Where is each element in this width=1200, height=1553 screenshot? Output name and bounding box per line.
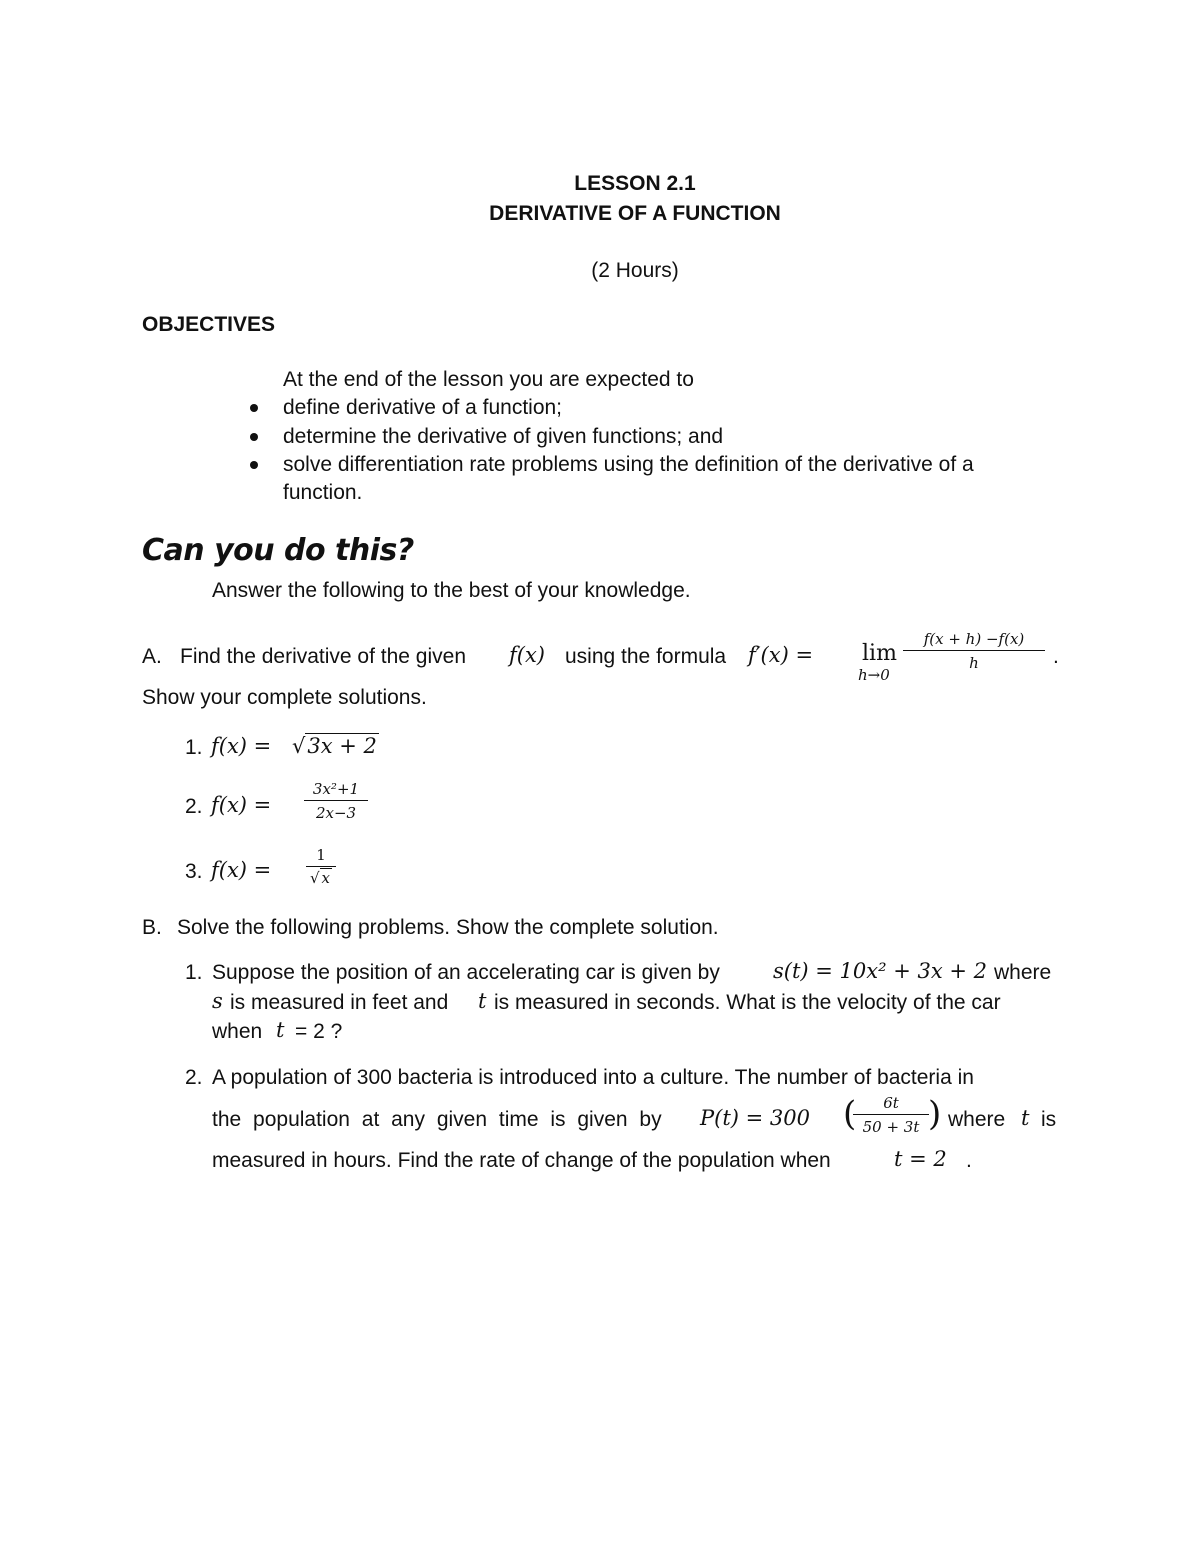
bullet-icon (250, 404, 258, 412)
part-b-text: Solve the following problems. Show the complete solution. (177, 916, 719, 939)
b2-left-paren: ( (843, 1094, 857, 1134)
lesson-title: DERIVATIVE OF A FUNCTION (489, 202, 781, 225)
a1-lhs: f(x) = (211, 734, 272, 758)
b2-right-paren: ) (928, 1094, 942, 1134)
b1-line1-text: Suppose the position of an accelerating car is given by (212, 961, 720, 984)
b2-line3-value: t = 2 (894, 1147, 947, 1171)
a1-radical: √3x + 2 (292, 734, 377, 758)
a2-denominator: 2x−3 (315, 804, 357, 822)
b1-line2-text-b: is measured in seconds. What is the velocity of the car (494, 991, 1001, 1014)
a2-number: 2. (185, 795, 203, 818)
part-a-label: A. (142, 645, 162, 668)
objective-item: solve differentiation rate problems using the definition of the derivative of a (283, 453, 974, 476)
b2-var-t: t (1021, 1106, 1030, 1130)
objective-item-continuation: function. (283, 481, 363, 504)
b1-where: where (994, 961, 1052, 984)
objectives-heading: OBJECTIVES (142, 313, 276, 336)
a1-radicand: 3x + 2 (307, 734, 377, 758)
a3-numerator: 1 (306, 846, 336, 867)
a1-number: 1. (185, 736, 203, 759)
lesson-number: LESSON 2.1 (574, 172, 696, 195)
b1-position-function: s(t) = 10x² + 3x + 2 (773, 959, 987, 983)
b1-var-t: t (478, 989, 487, 1013)
a3-number: 3. (185, 860, 203, 883)
lesson-duration: (2 Hours) (591, 259, 679, 282)
b2-numerator: 6t (853, 1094, 929, 1115)
objective-item: determine the derivative of given functions; and (283, 425, 724, 448)
b1-line2-text-a: is measured in feet and (230, 991, 449, 1014)
part-a-fx: f(x) (509, 643, 546, 667)
a3-lhs: f(x) = (211, 858, 272, 882)
b2-line2-text: the population at any given time is given by (212, 1108, 662, 1131)
a2-numerator: 3x²+1 (304, 780, 368, 801)
part-a-text-before: Find the derivative of the given (180, 645, 467, 668)
activity-instruction: Answer the following to the best of your knowledge. (212, 579, 691, 602)
b1-number: 1. (185, 961, 203, 984)
a2-fraction (304, 780, 368, 822)
formula-lhs: f′(x) = (748, 643, 814, 667)
b1-line3-when: when (212, 1020, 263, 1043)
part-a-line2: Show your complete solutions. (142, 686, 427, 709)
objectives-intro: At the end of the lesson you are expected to (283, 368, 694, 391)
formula-lim: lim (862, 641, 897, 666)
objective-item: define derivative of a function; (283, 396, 563, 419)
b2-line3-text: measured in hours. Find the rate of change of the population when (212, 1149, 831, 1172)
b1-var-s: s (212, 989, 223, 1013)
part-b-label: B. (142, 916, 162, 939)
a2-lhs: f(x) = (211, 793, 272, 817)
formula-lim-subscript: h→0 (858, 666, 890, 684)
b2-fraction (853, 1094, 929, 1136)
formula-period: . (1053, 645, 1059, 668)
part-a-text-mid: using the formula (565, 645, 727, 668)
activity-heading: Can you do this? (142, 533, 414, 568)
bullet-icon (250, 461, 258, 469)
b2-line3-period: . (966, 1149, 972, 1172)
b2-population-function: P(t) = 300 (700, 1106, 810, 1130)
b2-line1: A population of 300 bacteria is introduced into a culture. The number of bacteria in (212, 1066, 974, 1089)
formula-fraction (903, 630, 1045, 672)
b1-line3-value: = 2 ? (295, 1020, 343, 1043)
b1-line3-var-t: t (276, 1018, 285, 1042)
a3-fraction (306, 846, 336, 887)
a3-denominator: √ x (309, 869, 331, 887)
formula-denominator: h (969, 654, 979, 672)
b2-denominator: 50 + 3t (862, 1118, 920, 1136)
b2-number: 2. (185, 1066, 203, 1089)
b2-where: where (948, 1108, 1006, 1131)
bullet-icon (250, 433, 258, 441)
formula-numerator: f(x + h) −f(x) (903, 630, 1045, 651)
b2-is: is (1041, 1108, 1057, 1131)
